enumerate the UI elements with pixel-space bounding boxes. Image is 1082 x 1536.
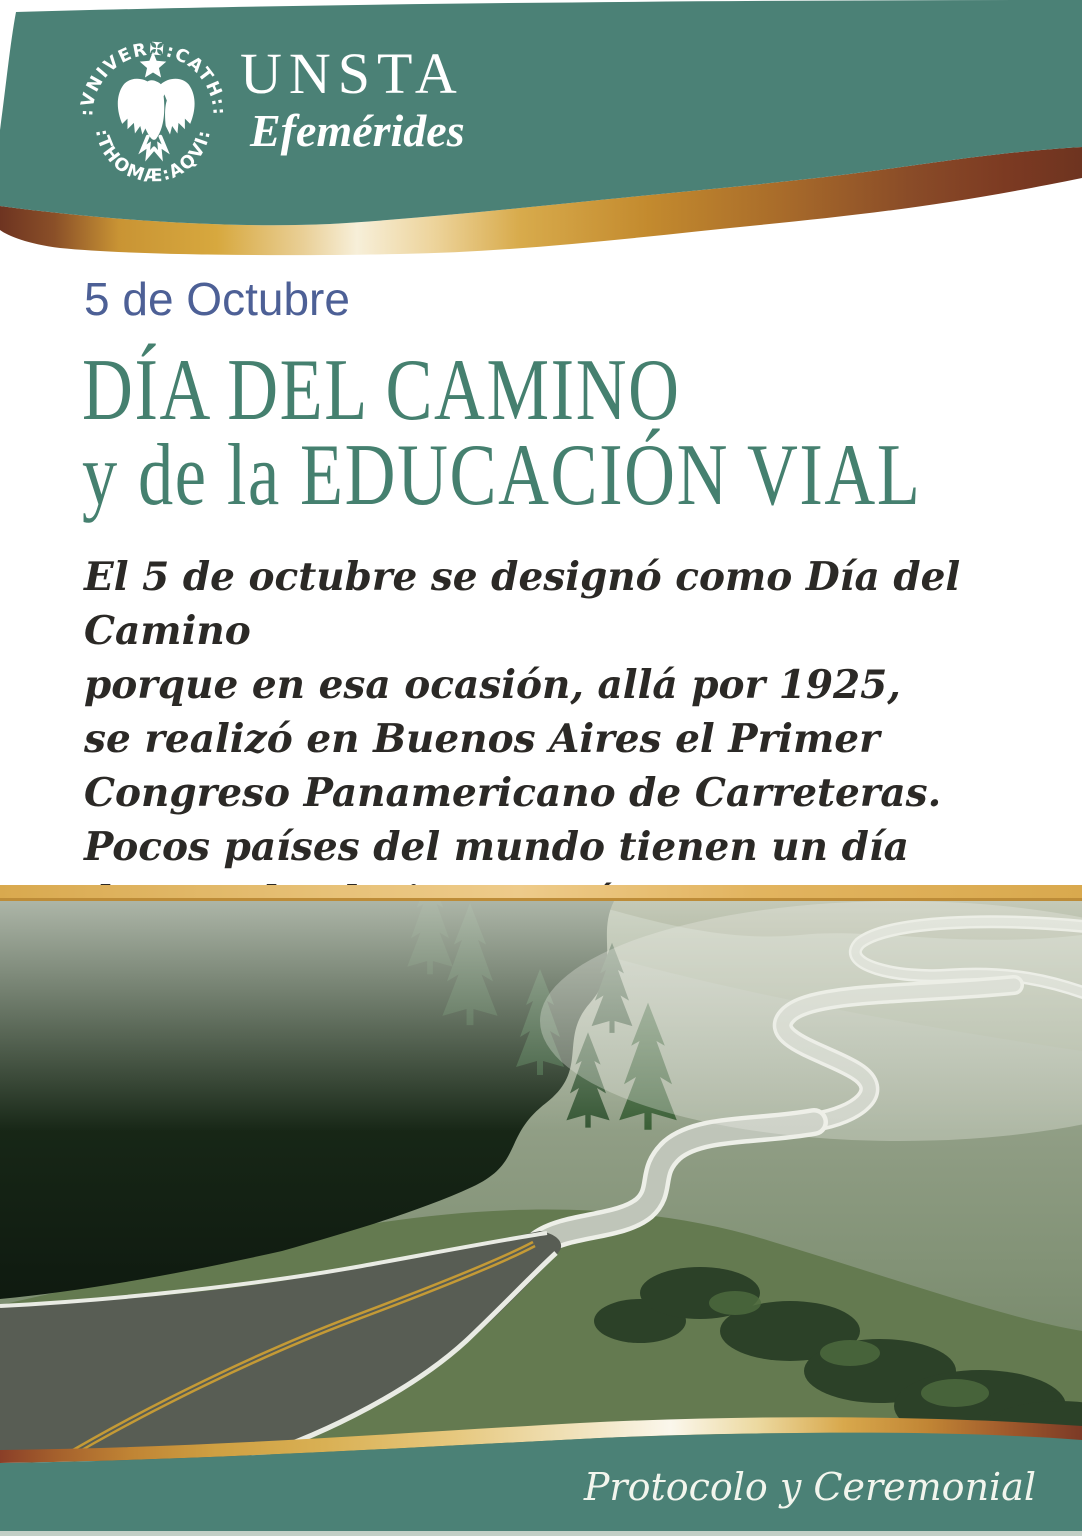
body-line: Congreso Panamericano de Carreteras. <box>84 770 942 816</box>
body-line: porque en esa ocasión, allá por 1925, <box>84 662 901 708</box>
footer-label: Protocolo y Ceremonial <box>583 1465 1036 1509</box>
body-line: se realizó en Buenos Aires el Primer <box>84 716 880 762</box>
brand-block <box>240 41 465 156</box>
date-label: 5 de Octubre <box>84 273 350 325</box>
gold-divider-bar <box>0 885 1082 901</box>
seal-bottom-text: :THOMÆ:AQVI: <box>90 127 216 187</box>
page-title <box>82 342 922 524</box>
seal-eagle-icon <box>118 79 195 156</box>
org-name: UNSTA <box>240 41 464 106</box>
footer-bottom-strip <box>0 1531 1082 1536</box>
title-line-1: DÍA DEL CAMINO <box>82 342 681 439</box>
org-subtitle: Efemérides <box>250 105 465 156</box>
body-line: El 5 de octubre se designó como Día del Camino <box>84 554 961 654</box>
title-line-2: y de la EDUCACIÓN VIAL <box>82 427 922 524</box>
winding-road-photo <box>0 901 1082 1461</box>
seal-top-text: :VNIVER✠:CATH:: <box>77 39 229 117</box>
unsta-seal-logo <box>68 24 238 194</box>
body-paragraph <box>84 550 1044 928</box>
body-line: Pocos países del mundo tienen un día <box>84 824 909 870</box>
